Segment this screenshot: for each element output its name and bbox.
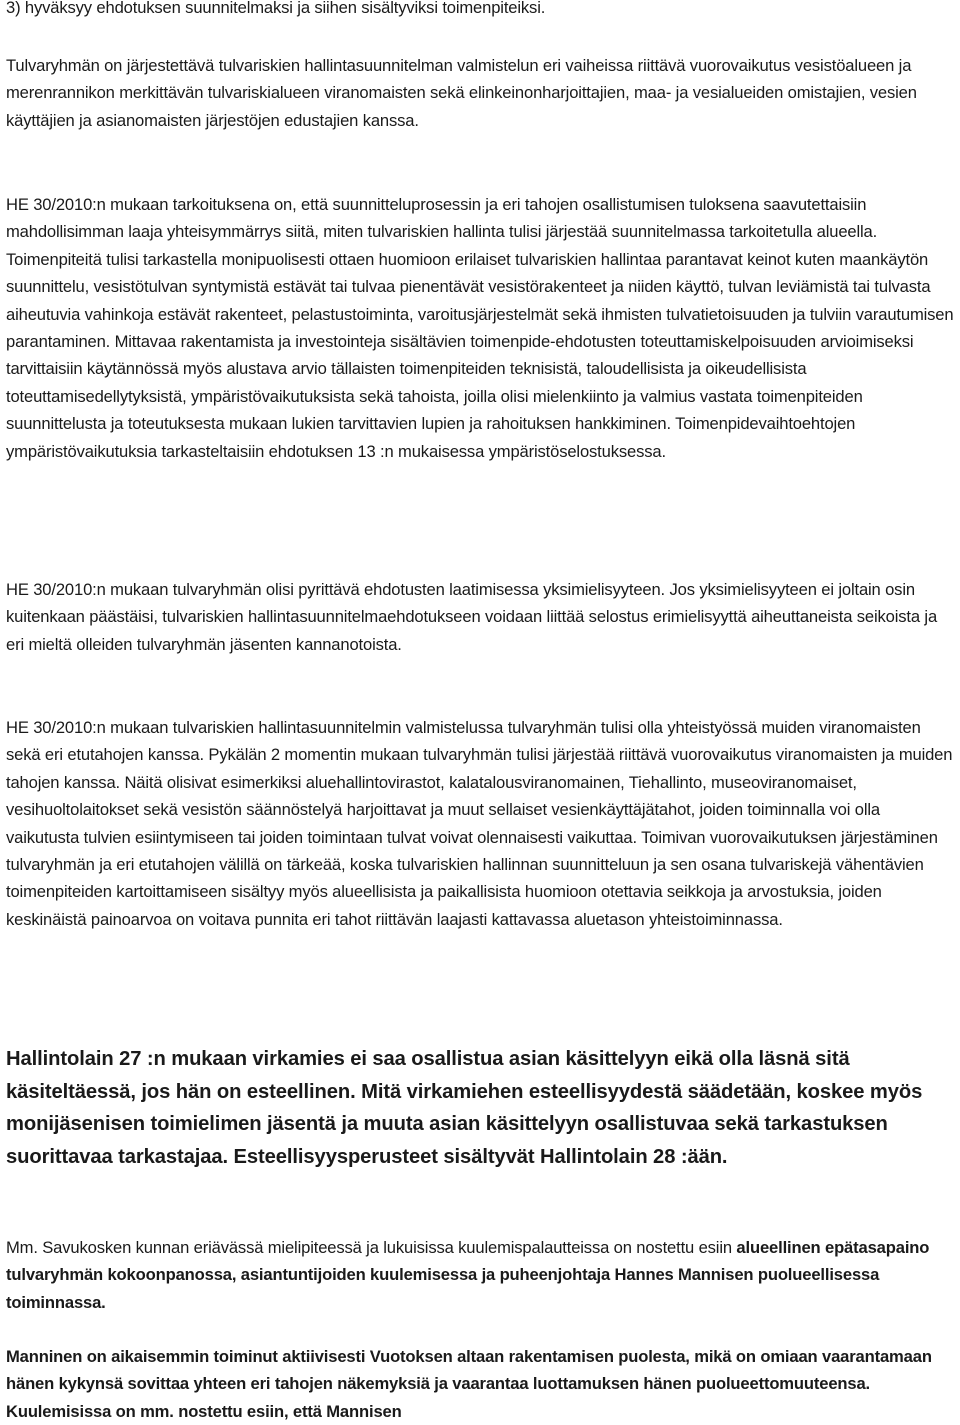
paragraph-administrative-law-disqualification: Hallintolain 27 :n mukaan virkamies ei saa osallistua asian käsittelyyn eikä olla läsnä sitä käsiteltäessä, jos hän on esteellinen. Mitä virkamiehen esteellisyydestä säädetään, koskee myös monijäsenisen toimielimen jäsentä ja muuta asian käsittelyyn osallistuvaa sekä tarkastuksen suorittavaa tarkastajaa. Esteellisyysperusteet sisältyvät Hallintolain 28 :ään.	[6, 1048, 923, 1168]
savukoski-bold-text: alueellinen epätasapaino tulvaryhmän kokoonpanossa, asiantuntijoiden kuulemisessa ja puheenjohtaja Hannes Mannisen puolueellisessa toiminnassa.	[6, 1238, 930, 1312]
list-item-3: 3) hyväksyy ehdotuksen suunnitelmaksi ja siihen sisältyviksi toimenpiteiksi.	[6, 0, 546, 17]
paragraph-he-purpose: HE 30/2010:n mukaan tarkoituksena on, että suunnitteluprosessin ja eri tahojen osallistumisen tuloksena saavutettaisiin mahdollisimman laaja yhteisymmärrys siitä, miten tulvariskien hallinta tulisi järjestää suunnitelmassa tarkoitetulla alueella. Toimenpiteitä tulisi tarkastella monipuolisesti ottaen huomioon erilaiset tulvariskien hallintaa parantavat keinot kuten maankäytön suunnittelu, vesistötulvan syntymistä estävät tai tulvaa pienentävät vesistörakenteet ja niiden käyttö, tulvan leviämistä tai tulvasta aiheutuvia vahinkoja estävät rakenteet, pelastustoiminta, varoitusjärjestelmät sekä ihmisten tulvatietoisuuden ja tulviin varautumisen parantaminen. Mittavaa rakentamista ja investointeja sisältävien toimenpide-ehdotusten toteuttamiskelpoisuuden arvioimiseksi tarvittaisiin käytännössä myös alustava arvio tällaisten toimenpiteiden teknisistä, taloudellisista ja oikeudellisista toteuttamisedellytyksistä, ympäristövaikutuksista sekä tahoista, joilla olisi mielenkiinto ja valmius vastata toimenpiteiden suunnittelusta ja toteutuksesta mukaan lukien tarvittavien lupien ja rahoituksen hankkiminen. Toimenpidevaihtoehtojen ympäristövaikutuksia tarkasteltaisiin ehdotuksen 13 :n mukaisessa ympäristöselostuksessa.	[6, 195, 954, 461]
paragraph-interaction-requirement: Tulvaryhmän on järjestettävä tulvariskien hallintasuunnitelman valmistelun eri vaiheissa riittävä vuorovaikutus vesistöalueen ja merenrannikon merkittävän tulvariskialueen viranomaisten sekä elinkeinonharjoittajien, maa- ja vesialueiden omistajien, vesien käyttäjien ja asianomaisten järjestöjen edustajien kanssa.	[6, 56, 917, 130]
paragraph-savukoski-opinion	[6, 1234, 956, 1316]
paragraph-he-cooperation: HE 30/2010:n mukaan tulvariskien hallintasuunnitelmin valmistelussa tulvaryhmän tulisi olla yhteistyössä muiden viranomaisten sekä eri etutahojen kanssa. Pykälän 2 momentin mukaan tulvaryhmän tulisi järjestää riittävä vuorovaikutus viranomaisten ja muiden tahojen kanssa. Näitä olisivat esimerkiksi aluehallintovirastot, kalatalousviranomainen, Tiehallinto, museoviranomaiset, vesihuoltolaitokset sekä vesistön säännöstelyä harjoittavat ja muut sellaiset vesienkäyttäjätahot, joiden toiminnalla voi olla vaikutusta tulvien esiintymiseen tai joiden toimintaan tulvat voivat olennaisesti vaikuttaa. Toimivan vuorovaikutuksen järjestäminen tulvaryhmän ja eri etutahojen välillä on tärkeää, koska tulvariskien hallinnan suunnitteluun ja sen osana tulvariskejä vähentävien toimenpiteiden kartoittamiseen sisältyy myös alueellisista ja paikallisista huomioon otettavia seikkoja ja arvostuksia, joiden keskinäistä painoarvoa on voitava punnita eri tahot riittävän laajasti kattavassa aluetason yhteistoiminnassa.	[6, 718, 953, 929]
paragraph-manninen: Manninen on aikaisemmin toiminut aktiivisesti Vuotoksen altaan rakentamisen puolesta, mikä on omiaan vaarantamaan hänen kykynsä sovittaa yhteen eri tahojen näkemyksiä ja vaarantaa luottamuksen hänen puolueettomuuteensa. Kuulemisissa on mm. nostettu esiin, että Mannisen	[6, 1347, 932, 1421]
paragraph-he-consensus: HE 30/2010:n mukaan tulvaryhmän olisi pyrittävä ehdotusten laatimisessa yksimielisyyteen. Jos yksimielisyyteen ei joltain osin kuitenkaan päästäisi, tulvariskien hallintasuunnitelmaehdotukseen voidaan liittää selostus erimielisyyttä aiheuttaneista seikoista ja eri mieltä olleiden tulvaryhmän jäsenten kannanotoista.	[6, 580, 938, 654]
savukoski-lead-text: Mm. Savukosken kunnan eriävässä mielipiteessä ja lukuisissa kuulemispalautteissa on nostettu esiin	[6, 1238, 732, 1257]
